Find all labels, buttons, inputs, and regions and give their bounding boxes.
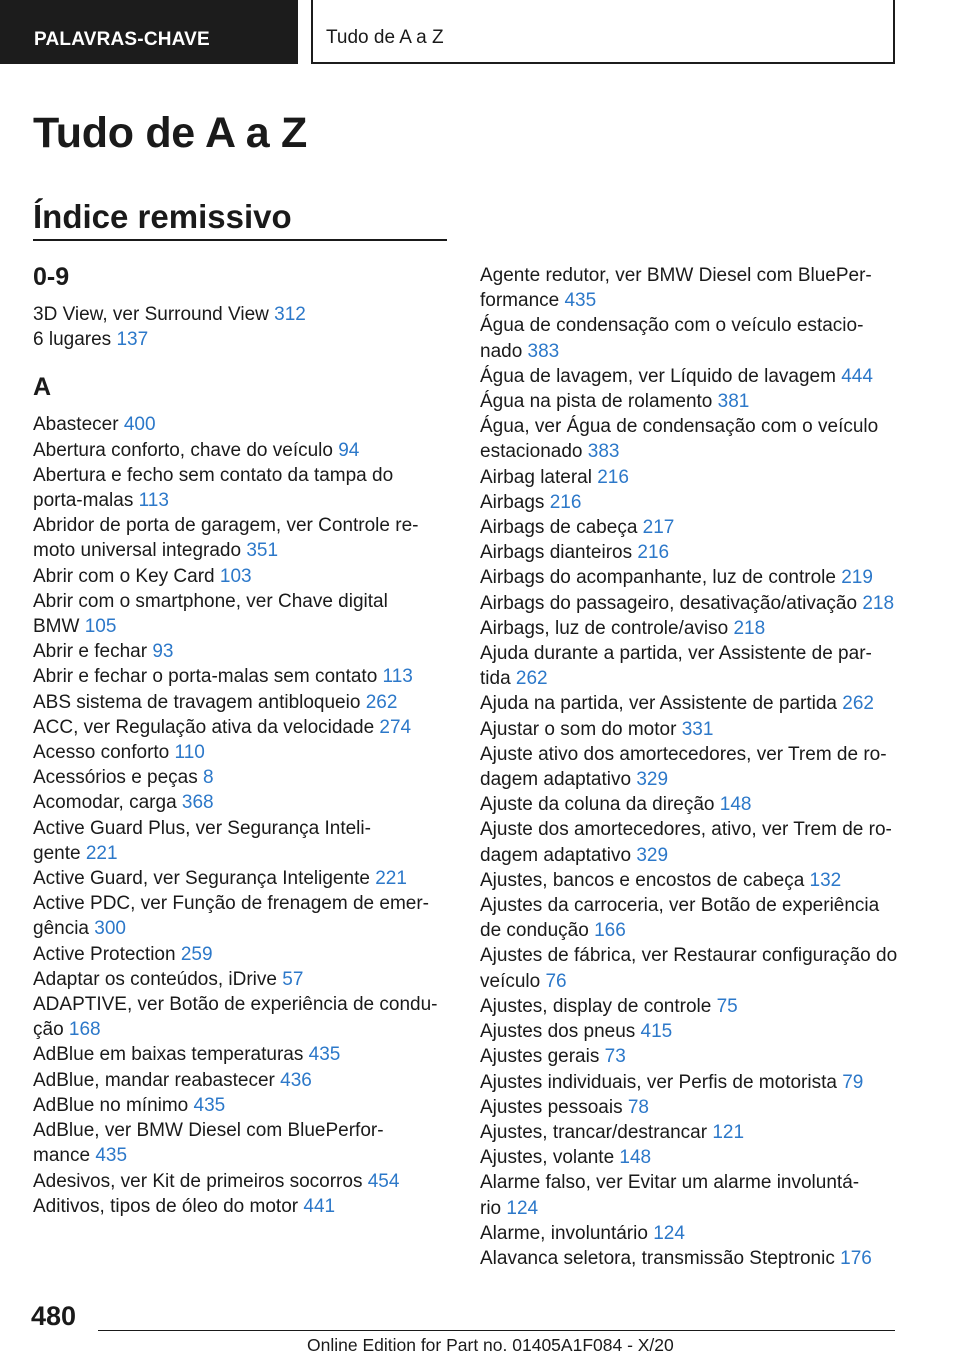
index-entry-text: Ajuste ativo dos amortecedores, ver Trem de ro- (480, 743, 887, 765)
index-entry-line (33, 916, 445, 941)
page-reference-link[interactable]: 262 (515, 668, 548, 690)
index-entry-text: Água na pista de rolamento (480, 391, 718, 413)
page-reference-link[interactable]: 368 (181, 792, 214, 814)
index-entry (480, 1044, 910, 1069)
index-entry-line (33, 740, 445, 765)
index-entry-text: ção (33, 1019, 69, 1041)
index-entry-text: Ajustar o som do motor (480, 718, 682, 740)
page-reference-link[interactable]: 121 (712, 1121, 745, 1143)
index-entry (480, 943, 910, 993)
page-reference-link[interactable]: 381 (717, 391, 750, 413)
index-entry (480, 1170, 910, 1220)
index-entry-text: Abertura e fecho sem contato da tampa do (33, 464, 394, 486)
index-entry (33, 690, 445, 715)
index-entry (480, 591, 910, 616)
page-reference-link[interactable]: 259 (180, 943, 213, 965)
index-entry-text: Airbags dianteiros (480, 542, 638, 564)
page-reference-link[interactable]: 221 (375, 868, 407, 890)
index-entry-text: gência (33, 918, 95, 940)
index-entry (480, 414, 910, 464)
page-reference-link[interactable]: 148 (619, 1147, 652, 1169)
page-reference-link[interactable]: 217 (642, 517, 675, 539)
page-reference-link[interactable]: 262 (365, 691, 398, 713)
index-entry-line (33, 639, 445, 664)
page-reference-link[interactable]: 262 (842, 693, 874, 715)
index-entry (33, 1042, 445, 1067)
index-entry-text: estacionado (480, 441, 588, 463)
index-entry (480, 490, 910, 515)
index-entry-line (480, 767, 910, 792)
index-entry (33, 967, 445, 992)
page-reference-link[interactable]: 148 (719, 794, 752, 816)
page-reference-link[interactable]: 132 (809, 869, 842, 891)
index-entry-text: Airbags, luz de controle/aviso (480, 617, 734, 639)
index-entry-line (480, 1246, 910, 1271)
page-header (0, 0, 960, 66)
index-entry-text: Abrir com o Key Card (33, 565, 220, 587)
index-entry-text: dagem adaptativo (480, 769, 637, 791)
index-entry (480, 1221, 910, 1246)
index-entry-text: Alarme, involuntário (480, 1222, 654, 1244)
index-entry (33, 1194, 445, 1219)
index-entry-text: Adesivos, ver Kit de primeiros socorros (33, 1170, 368, 1192)
index-entry-line (33, 664, 445, 689)
page-reference-link[interactable]: 218 (733, 617, 766, 639)
index-entry-line (480, 439, 910, 464)
index-entry-line (33, 302, 445, 327)
section-title: Índice remissivo (33, 198, 292, 235)
index-entry-line (480, 918, 910, 943)
index-entry-line (33, 327, 445, 352)
index-entry (480, 641, 910, 691)
page-reference-link[interactable]: 444 (841, 365, 873, 387)
index-entry-text: veículo (480, 970, 546, 992)
index-entry-line (33, 1194, 445, 1219)
index-entry-text: Ajustes de fábrica, ver Restaurar configuração do (480, 945, 898, 967)
index-entry-text: porta-malas (33, 490, 139, 512)
index-entry-text: Água, ver Água de condensação com o veículo (480, 416, 879, 438)
page-reference-link[interactable]: 454 (367, 1170, 400, 1192)
page-reference-link[interactable]: 300 (94, 918, 126, 940)
index-entry-line (33, 488, 445, 513)
index-entry-text: AdBlue em baixas temperaturas (33, 1044, 309, 1066)
page-reference-link[interactable]: 73 (604, 1046, 626, 1068)
index-entry (480, 1095, 910, 1120)
index-entry (33, 302, 445, 327)
index-entry-text: ACC, ver Regulação ativa da velocidade (33, 716, 380, 738)
index-entry (33, 463, 445, 513)
index-entry (33, 412, 445, 437)
index-entry-line (480, 1170, 910, 1195)
index-entry-line (33, 1143, 445, 1168)
index-entry-line (33, 564, 445, 589)
page-reference-link[interactable]: 216 (597, 466, 629, 488)
index-entry-line (480, 540, 910, 565)
page-reference-link[interactable]: 75 (716, 995, 738, 1017)
index-entry (480, 1120, 910, 1145)
index-entry-line (33, 412, 445, 437)
page-reference-link[interactable]: 435 (95, 1145, 128, 1167)
letter-heading: A (33, 373, 52, 402)
index-entry-line (480, 691, 910, 716)
index-entry-line (33, 790, 445, 815)
index-entry-line (480, 1019, 910, 1044)
index-entry-text: Ajustes da carroceria, ver Botão de experiência (480, 895, 880, 917)
index-entry (33, 1068, 445, 1093)
index-entry-line (480, 565, 910, 590)
index-entry-text: tida (480, 668, 516, 690)
index-entry-line (480, 616, 910, 641)
index-entry-line (480, 641, 910, 666)
index-entry (480, 565, 910, 590)
page-reference-link[interactable]: 274 (379, 716, 412, 738)
index-entry-line (33, 614, 445, 639)
page-reference-link[interactable]: 216 (637, 542, 670, 564)
page-reference-link[interactable]: 435 (308, 1044, 341, 1066)
page-reference-link[interactable]: 435 (564, 290, 597, 312)
index-entry (33, 715, 445, 740)
index-entry-text: dagem adaptativo (480, 844, 637, 866)
footer-edition-text: Online Edition for Part no. 01405A1F084 - X/20 (307, 1335, 674, 1355)
index-entry (33, 513, 445, 563)
index-entry-text: BMW (33, 616, 85, 638)
index-entry-line (33, 538, 445, 563)
letter-heading: 0-9 (33, 263, 70, 291)
index-column-right (480, 263, 910, 1271)
index-entry (33, 740, 445, 765)
index-entry-text: Airbags (480, 491, 550, 513)
index-entry (480, 717, 910, 742)
current-tab[interactable]: Tudo de A a Z (311, 0, 895, 64)
index-entry (33, 765, 445, 790)
index-entry (480, 515, 910, 540)
index-entry-text: Agente redutor, ver BMW Diesel com BluePer- (480, 265, 872, 286)
index-entry-line (480, 515, 910, 540)
index-entry (33, 942, 445, 967)
page-reference-link[interactable]: 221 (85, 842, 118, 864)
index-entry-line (480, 414, 910, 439)
index-entry (480, 465, 910, 490)
index-entry-text: Adaptar os conteúdos, iDrive (33, 968, 283, 990)
index-entry-text: Ajustes, display de controle (480, 995, 717, 1017)
page-number: 480 (31, 1301, 77, 1331)
index-entry (33, 639, 445, 664)
index-entry-line (33, 1017, 445, 1042)
page-reference-link[interactable]: 441 (303, 1195, 336, 1217)
index-entry-text: Active Guard, ver Segurança Inteligente (33, 868, 376, 890)
index-entry-text: 6 lugares (33, 329, 117, 351)
page-title: Tudo de A a Z (33, 109, 307, 157)
index-entry-line (480, 288, 910, 313)
footer-divider (98, 1330, 895, 1331)
index-entry-line (480, 666, 910, 691)
index-entry-text: Abridor de porta de garagem, ver Controle re- (33, 515, 419, 537)
index-entry (480, 540, 910, 565)
index-entry (480, 1070, 910, 1095)
index-entry-text: Ajuda na partida, ver Assistente de partida (480, 693, 843, 715)
index-entry-line (480, 263, 910, 288)
index-entry-line (480, 465, 910, 490)
index-entry-line (480, 868, 910, 893)
index-entry-line (480, 943, 910, 968)
index-entry (480, 1019, 910, 1044)
index-entry-text: AdBlue, mandar reabastecer (33, 1069, 281, 1091)
index-entry-text: Ajuste da coluna da direção (480, 794, 720, 816)
index-entry (480, 994, 910, 1019)
index-entry-text: Água de condensação com o veículo estacio- (480, 315, 864, 337)
page-reference-link[interactable]: 103 (219, 565, 252, 587)
index-entry-text: Ajustes individuais, ver Perfis de motorista (480, 1071, 843, 1093)
index-entry (33, 866, 445, 891)
index-entry-line (33, 438, 445, 463)
index-entry (33, 438, 445, 463)
index-entry-text: Abrir e fechar o porta-malas sem contato (33, 666, 383, 688)
page-reference-link[interactable]: 76 (545, 970, 567, 992)
index-entry-text: Ajustes, trancar/destrancar (480, 1121, 713, 1143)
index-entry (33, 589, 445, 639)
page-reference-link[interactable]: 78 (627, 1096, 649, 1118)
index-entry-line (480, 893, 910, 918)
page-reference-link[interactable]: 94 (338, 439, 360, 461)
index-entry-line (480, 1095, 910, 1120)
index-entry-line (33, 992, 445, 1017)
page-reference-link[interactable]: 168 (68, 1019, 101, 1041)
index-entry-line (33, 891, 445, 916)
page-reference-link[interactable]: 351 (246, 540, 279, 562)
page-reference-link[interactable]: 383 (527, 340, 560, 362)
index-entry-line (33, 513, 445, 538)
index-entry (33, 1118, 445, 1168)
index-entry-line (480, 717, 910, 742)
index-entry-text: Airbags de cabeça (480, 517, 643, 539)
index-entry-text: Active PDC, ver Função de frenagem de emer- (33, 893, 430, 915)
index-entry (480, 742, 910, 792)
index-entry-line (33, 967, 445, 992)
index-entry (33, 1093, 445, 1118)
page-reference-link[interactable]: 216 (549, 491, 582, 513)
index-entry-line (33, 715, 445, 740)
index-entry-text: Alavanca seletora, transmissão Steptronic (480, 1247, 841, 1269)
index-entry-line (33, 1042, 445, 1067)
index-entry-text: Airbags do acompanhante, luz de controle (480, 567, 842, 589)
index-entry-line (33, 1118, 445, 1143)
index-entry (480, 792, 910, 817)
index-entry-line (480, 792, 910, 817)
page-reference-link[interactable]: 93 (152, 641, 174, 663)
index-entry (480, 868, 910, 893)
index-column-left (33, 256, 445, 1219)
page-reference-link[interactable]: 415 (640, 1021, 673, 1043)
index-entry-text: Abrir e fechar (33, 641, 153, 663)
index-entry (480, 1246, 910, 1271)
page-reference-link[interactable]: 113 (138, 490, 169, 512)
index-entry (480, 313, 910, 363)
index-entry-line (480, 742, 910, 767)
index-entry (33, 327, 445, 352)
index-entry-text: Active Guard Plus, ver Segurança Inteli- (33, 817, 371, 839)
index-entry-text: de condução (480, 920, 595, 942)
index-entry-text: nado (480, 340, 528, 362)
page-reference-link[interactable]: 219 (841, 567, 873, 589)
page-reference-link[interactable]: 312 (274, 304, 306, 325)
index-entry-line (480, 591, 910, 616)
index-entry (480, 389, 910, 414)
page-reference-link[interactable]: 8 (203, 767, 214, 789)
index-entry-line (480, 313, 910, 338)
index-entry-line (480, 389, 910, 414)
index-entry (33, 816, 445, 866)
index-entry-text: Acomodar, carga (33, 792, 182, 814)
page-reference-link[interactable]: 435 (193, 1094, 226, 1116)
index-entry-line (480, 490, 910, 515)
index-entry-text: Active Protection (33, 943, 181, 965)
index-entry (480, 691, 910, 716)
index-entry-text: Abastecer (33, 414, 124, 436)
index-entry (480, 817, 910, 867)
index-entry-text: ADAPTIVE, ver Botão de experiência de condu- (33, 994, 438, 1016)
index-entry-line (480, 1221, 910, 1246)
index-entry (33, 891, 445, 941)
page-reference-link[interactable]: 329 (636, 844, 669, 866)
index-entry-text: Acesso conforto (33, 742, 175, 764)
index-entry-text: AdBlue, ver BMW Diesel com BluePerfor- (33, 1120, 384, 1142)
index-entry-line (33, 866, 445, 891)
index-entry-text: Ajustes dos pneus (480, 1021, 641, 1043)
index-entry-line (480, 1070, 910, 1095)
index-entry (480, 1145, 910, 1170)
page-reference-link[interactable]: 110 (174, 742, 205, 764)
page-reference-link[interactable]: 137 (116, 329, 149, 351)
index-entry (33, 664, 445, 689)
index-entry-text: 3D View, ver Surround View (33, 304, 275, 325)
page-reference-link[interactable]: 331 (681, 718, 714, 740)
index-entry-line (480, 1196, 910, 1221)
index-entry-text: AdBlue no mínimo (33, 1094, 194, 1116)
index-entry-text: Ajustes, bancos e encostos de cabeça (480, 869, 810, 891)
index-entry-text: Ajuda durante a partida, ver Assistente de par- (480, 643, 872, 665)
index-entry-line (33, 765, 445, 790)
page-reference-link[interactable]: 105 (84, 616, 117, 638)
index-entry-line (33, 1093, 445, 1118)
index-entry-text: Ajustes pessoais (480, 1096, 628, 1118)
page-reference-link[interactable]: 400 (123, 414, 156, 436)
index-entry-text: moto universal integrado (33, 540, 247, 562)
index-entry (33, 1169, 445, 1194)
index-entry (480, 616, 910, 641)
index-entry-line (480, 994, 910, 1019)
index-entry (480, 893, 910, 943)
page-reference-link[interactable]: 218 (862, 592, 895, 614)
index-entry-line (33, 463, 445, 488)
page-reference-link[interactable]: 57 (282, 968, 304, 990)
page-reference-link[interactable]: 176 (840, 1247, 872, 1269)
index-entry-line (33, 690, 445, 715)
page-reference-link[interactable]: 124 (653, 1222, 685, 1244)
index-entry-line (33, 816, 445, 841)
index-entry-text: Abertura conforto, chave do veículo (33, 439, 339, 461)
index-entry-line (480, 1145, 910, 1170)
index-entry-text: gente (33, 842, 86, 864)
index-entry-text: Alarme falso, ver Evitar um alarme involuntá- (480, 1172, 860, 1194)
index-entry-line (33, 589, 445, 614)
section-divider (33, 239, 447, 241)
page-reference-link[interactable]: 383 (587, 441, 620, 463)
index-entry-text: Ajustes gerais (480, 1046, 605, 1068)
index-entry-text: Airbags do passageiro, desativação/ativação (480, 592, 863, 614)
index-entry-line (33, 942, 445, 967)
index-entry-line (480, 364, 910, 389)
index-entry-text: formance (480, 290, 565, 312)
index-entry-text: ABS sistema de travagem antibloqueio (33, 691, 366, 713)
index-entry (33, 992, 445, 1042)
page-reference-link[interactable]: 124 (506, 1197, 539, 1219)
index-entry-text: Abrir com o smartphone, ver Chave digital (33, 590, 388, 612)
index-entry-text: Ajustes, volante (480, 1147, 620, 1169)
page-reference-link[interactable]: 79 (842, 1071, 864, 1093)
index-entry-text: Água de lavagem, ver Líquido de lavagem (480, 365, 842, 387)
index-entry-line (33, 841, 445, 866)
page-reference-link[interactable]: 113 (382, 666, 413, 688)
index-entry-text: Acessórios e peças (33, 767, 204, 789)
index-entry-line (480, 1044, 910, 1069)
page-reference-link[interactable]: 329 (636, 769, 669, 791)
index-entry-text: rio (480, 1197, 507, 1219)
index-entry (33, 790, 445, 815)
index-entry (480, 263, 910, 313)
index-entry (33, 564, 445, 589)
index-entry-line (480, 339, 910, 364)
index-entry-text: Aditivos, tipos de óleo do motor (33, 1195, 304, 1217)
index-entry-line (33, 1169, 445, 1194)
index-entry-line (480, 969, 910, 994)
index-entry-line (480, 1120, 910, 1145)
index-entry (480, 364, 910, 389)
section-tab[interactable]: PALAVRAS-CHAVE (0, 0, 298, 64)
index-entry-line (480, 843, 910, 868)
index-entry-text: Airbag lateral (480, 466, 598, 488)
page-reference-link[interactable]: 166 (594, 920, 626, 942)
index-entry-text: mance (33, 1145, 96, 1167)
index-entry-line (33, 1068, 445, 1093)
index-entry-line (480, 817, 910, 842)
page-reference-link[interactable]: 436 (280, 1069, 312, 1091)
index-entry-text: Ajuste dos amortecedores, ativo, ver Trem de ro- (480, 819, 892, 841)
